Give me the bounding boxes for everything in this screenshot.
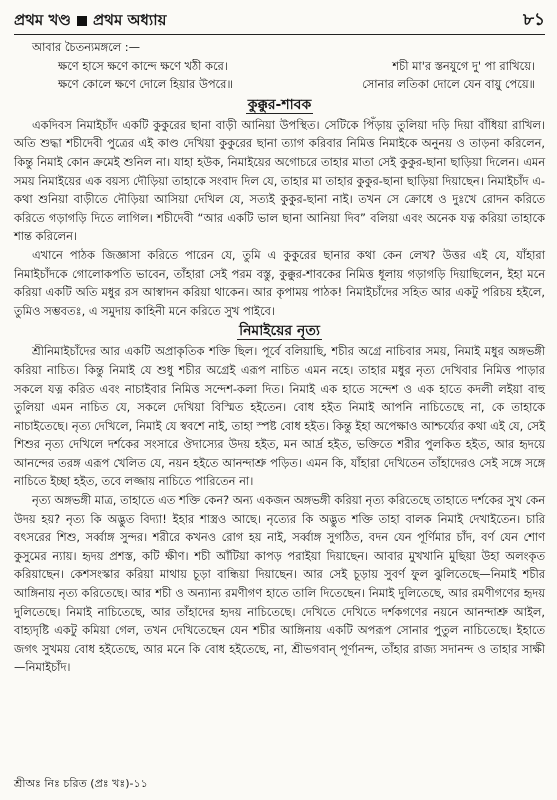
section-title: নিমাইয়ের নৃত্য [239, 323, 320, 340]
verse-line [14, 57, 545, 76]
running-head [14, 9, 166, 34]
page-footer: শ্রীঅঃ নিঃ চরিত (প্রঃ খঃ)-১১ [14, 777, 148, 790]
page-number: ৮১ [522, 10, 545, 30]
section-title: কুক্কুর-শাবক [247, 96, 312, 113]
paragraph: এখানে পাঠক জিজ্ঞাসা করিতে পারেন যে, তুমি এ কুকুরের ছানার কথা কেন লেখ? উত্তর এই যে, যাঁহারা নিমাইচাঁদকে গোলোকপতি ভাবেন, তাঁহারা সেই পরম বস্তু, কুক্কুর-শাবকের নিমিত্ত ধূলায় গড়াগড়ি দিয়াছিলেন, ইহা মনে করিয়া একটি অতি মধুর রস আস্বাদন করিয়া থাকেন। আর কৃপাময় পাঠক! নিমাইচাঁদের সহিত আর একটু পরিচয় হইলে, তুমিও সম্ভবতঃ, এ সমুদায় কাহিনী মনে করিতে সুখ পাইবে। [14, 247, 545, 318]
verse-line [14, 75, 545, 94]
verse-text: সোনার লতিকা দোলে যেন বায়ু পেয়ে॥ [362, 77, 535, 92]
square-bullet-icon [77, 16, 87, 26]
paragraph: একদিবস নিমাইচাঁদ একটি কুকুরের ছানা বাড়ী আনিয়া উপস্থিত। সেটিকে পিঁড়ায় তুলিয়া দড়ি দিয়া বাঁধিয়া রাখিল। অতি শুদ্ধা শচীদেবী পুত্রের এই কাণ্ড দেখিয়া কুকুরের ছানা ত্যাগ করিবার নিমিত্ত নিমাইকে অনুনয় ও তাড়না করিলেন, কিন্তু নিমাই কোন ক্রমেই শুনিল না। যাহা হউক, নিমাইয়ের অগোচরে তাহার মাতা সেই কুকুর-ছানা ছাড়িয়া দিলেন। এমন সময় নিমাইয়ের এক বয়স্য দৌড়িয়া তাহাকে সংবাদ দিল যে, তাহার মা তাহার কুকুর-ছানা ছাড়িয়া দিয়াছেন। নিমাইচাঁদ এ-কথা শুনিয়া বাড়ীতে দৌড়িয়া আসিয়া দেখিল যে, সত্যই কুকুর-ছানা নাই। তখন সে ক্রোধে ও দুঃখে রোদন করিতে করিতে গড়াগড়ি দিতে লাগিল। শচীদেবী “আর একটি ভাল ছানা আনিয়া দিব” বলিয়া এবং অনেক যত্ন করিয়া তাহাকে শান্ত করিলেন। [14, 117, 545, 244]
paragraph: শ্রীনিমাইচাঁদের আর একটি অপ্রাকৃতিক শক্তি ছিল। পূর্বে বলিয়াছি, শচীর অগ্রে নাচিবার সময়, নিমাই মধুর অঙ্গভঙ্গী করিয়া নাচিত। কিন্তু নিমাই যে শুধু শচীর অগ্রেই এরূপ নাচিত এমন নহে। তাহার মধুর নৃত্য দেখিবার নিমিত্ত পাড়ার সকলে যত্ন করিত এবং নাচাইবার নিমিত্ত সন্দেশ-কলা দিত। নিমাই এক হাতে সন্দেশ ও এক হাতে কদলী লইয়া বাহু তুলিয়া এমন নাচিত যে, সকলে দেখিয়া বিস্মিত হইতেন। বোধ হইত নিমাই আপনি নাচিতেছে না, কে তাহাকে নাচাইতেছে। নৃত্য দেখিলে, নিমাই যে স্ববশে নাই, তাহা স্পষ্ট বোধ হইত। কিন্তু ইহা অপেক্ষাও আশ্চর্য্যের কথা এই যে, সেই শিশুর নৃত্য দেখিলে দর্শকের সংসারে ঔদাস্যের উদয় হইত, মন আর্দ্র হইত, ভক্তিতে শরীর পুলকিত হইত, আর হৃদয়ে আনন্দের তরঙ্গ এরূপ খেলিত যে, নয়ন হইতে আনন্দাশ্রু পড়িত। এমন কি, যাঁহারা দেখিতেন তাঁহাদেরও সেই সঙ্গে সঙ্গে নাচিতে ইচ্ছা হইত, তবে লজ্জায় নাচিতে পারিতেন না। [14, 344, 545, 489]
verse-intro: আবার চৈতন্যমঙ্গলে :— [32, 40, 141, 54]
volume-label: প্রথম খণ্ড [14, 10, 72, 29]
chapter-label: প্রথম অধ্যায় [93, 10, 167, 29]
verse-text: শচী মা'র স্তনযুগে দু' পা রাখিয়ে। [392, 58, 535, 73]
verse-text: ক্ষণে হাসে ক্ষণে কান্দে ক্ষণে খঠী করে। [58, 58, 228, 73]
page-body [14, 38, 545, 772]
paragraph: নৃত্য অঙ্গভঙ্গী মাত্র, তাহাতে এত শক্তি কেন? অন্য একজন অঙ্গভঙ্গী করিয়া নৃত্য করিতেছে তাহাতে দর্শকের সুখ কেন উদয় হয়? নৃত্য কি অদ্ভুত বিদ্যা! ইহার শাস্ত্রও আছে। নৃত্যের কি অদ্ভুত শক্তি তাহা বালক নিমাই দেখাইতেন। চারি বৎসরের শিশু, সর্ব্বাঙ্গ সুন্দর। শরীরে কখনও রোগ হয় নাই, সর্ব্বাঙ্গ সুগঠিত, বদন যেন পূর্ণিমার চাঁদ, বর্ণ যেন শোণ কুসুমের ন্যায়। হৃদয় প্রশস্ত, কটি ক্ষীণ। শচী আঁটিয়া কাপড় পরাইয়া দিয়াছেন। আবার মুখখানি মুছিয়া উহা অলংকৃত করিয়াছেন। কেশসংস্কার করিয়া মাথায় চূড়া বান্ধিয়া দিয়াছেন। আর সেই চূড়ায় সুবর্ণ ফুল ঝুলিতেছে—নিমাই শচীর আঙ্গিনায় নৃত্য করিতেছে। আর শচী ও অন্যান্য রমণীগণ হাতে তালি দিতেছেন। নিমাই দুলিতেছে, আর রমণীগণের হৃদয় দুলিতেছে। নিমাই নাচিতেছে, আর তাঁহাদের হৃদয় নাচিতেছে। দেখিতে দেখিতে দর্শকগণের নয়নে আনন্দাশ্রু আইল, বাহ্যদৃষ্টি একটু কমিয়া গেল, তখন দেখিতেছেন যেন শচীর আঙ্গিনায় একটি অপরূপ সোনার পুতুল নাচিতেছে। ইহাতে জগৎ সুখময় বোধ হইতেছে, আর মনে কি বোধ হইতেছে, না, শ্রীভগবান্ পূর্ণানন্দ, তাঁহার রাজ্য সদানন্দ ও তাহার সাক্ষী—নিমাইচাঁদ। [14, 493, 545, 675]
verse-text: ক্ষণে কোলে ক্ষণে দোলে হিয়ার উপরে॥ [58, 77, 233, 92]
page-header [14, 8, 545, 35]
